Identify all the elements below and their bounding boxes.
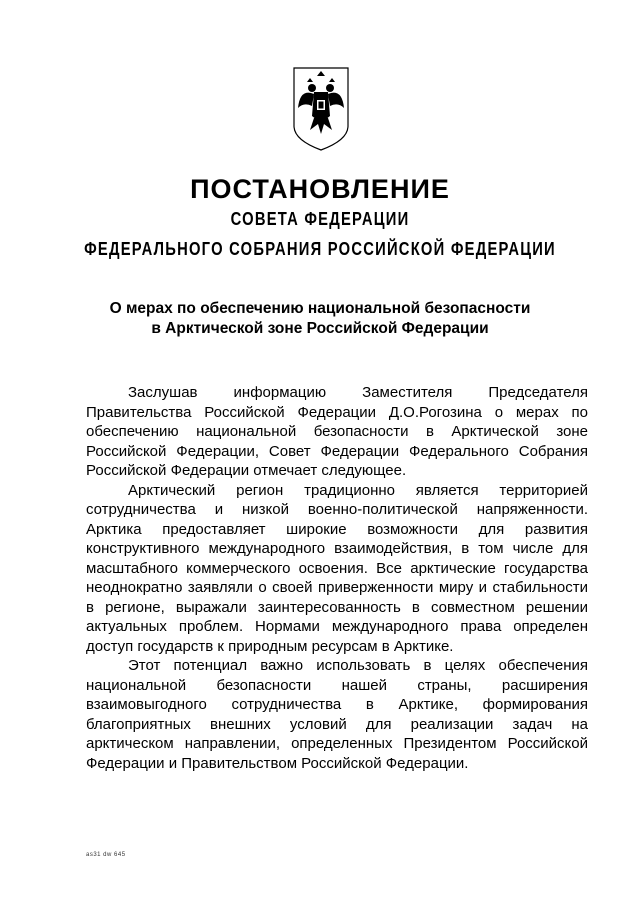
- issuer-line-1: СОВЕТА ФЕДЕРАЦИИ: [230, 209, 410, 229]
- subject-line-2: в Арктической зоне Российской Федерации: [151, 320, 489, 337]
- issuer-line-2: ФЕДЕРАЛЬНОГО СОБРАНИЯ РОССИЙСКОЙ ФЕДЕРАЦИИ: [84, 239, 556, 259]
- document-body: [86, 383, 588, 773]
- document-subject: [0, 299, 640, 339]
- body-paragraph-1: Заслушав информацию Заместителя Председателя Правительства Российской Федерации Д.О.Рогозина о мерах по обеспечению национальной безопасности в Арктической зоне Российской Федерации, Совет Федерации Федерального Собрания Российской Федерации отмечает следующее.: [86, 384, 588, 479]
- footer-code: as31 dw 645: [86, 852, 126, 858]
- body-paragraph-2: Арктический регион традиционно является территорией сотрудничества и низкой военно-политической напряженности. Арктика предоставляет широкие возможности для развития конструктивного международного взаимодействия, в том числе для масштабного коммерческого освоения. Все арктические государства неоднократно заявляли о своей приверженности миру и стабильности в регионе, выражали заинтересованность в совместном решении актуальных проблем. Нормами международного права определен доступ государств к природным ресурсам в Арктике.: [86, 481, 588, 655]
- document-title: ПОСТАНОВЛЕНИЕ: [190, 174, 450, 204]
- subject-line-1: О мерах по обеспечению национальной безопасности: [109, 300, 531, 317]
- russian-coat-of-arms-icon: [290, 64, 352, 154]
- body-paragraph-3: Этот потенциал важно использовать в целях обеспечения национальной безопасности нашей страны, расширения взаимовыгодного сотрудничества в Арктике, формирования благоприятных внешних условий для реализации задач на арктическом направлении, определенных Президентом Российской Федерации и Правительством Российской Федерации.: [86, 657, 588, 772]
